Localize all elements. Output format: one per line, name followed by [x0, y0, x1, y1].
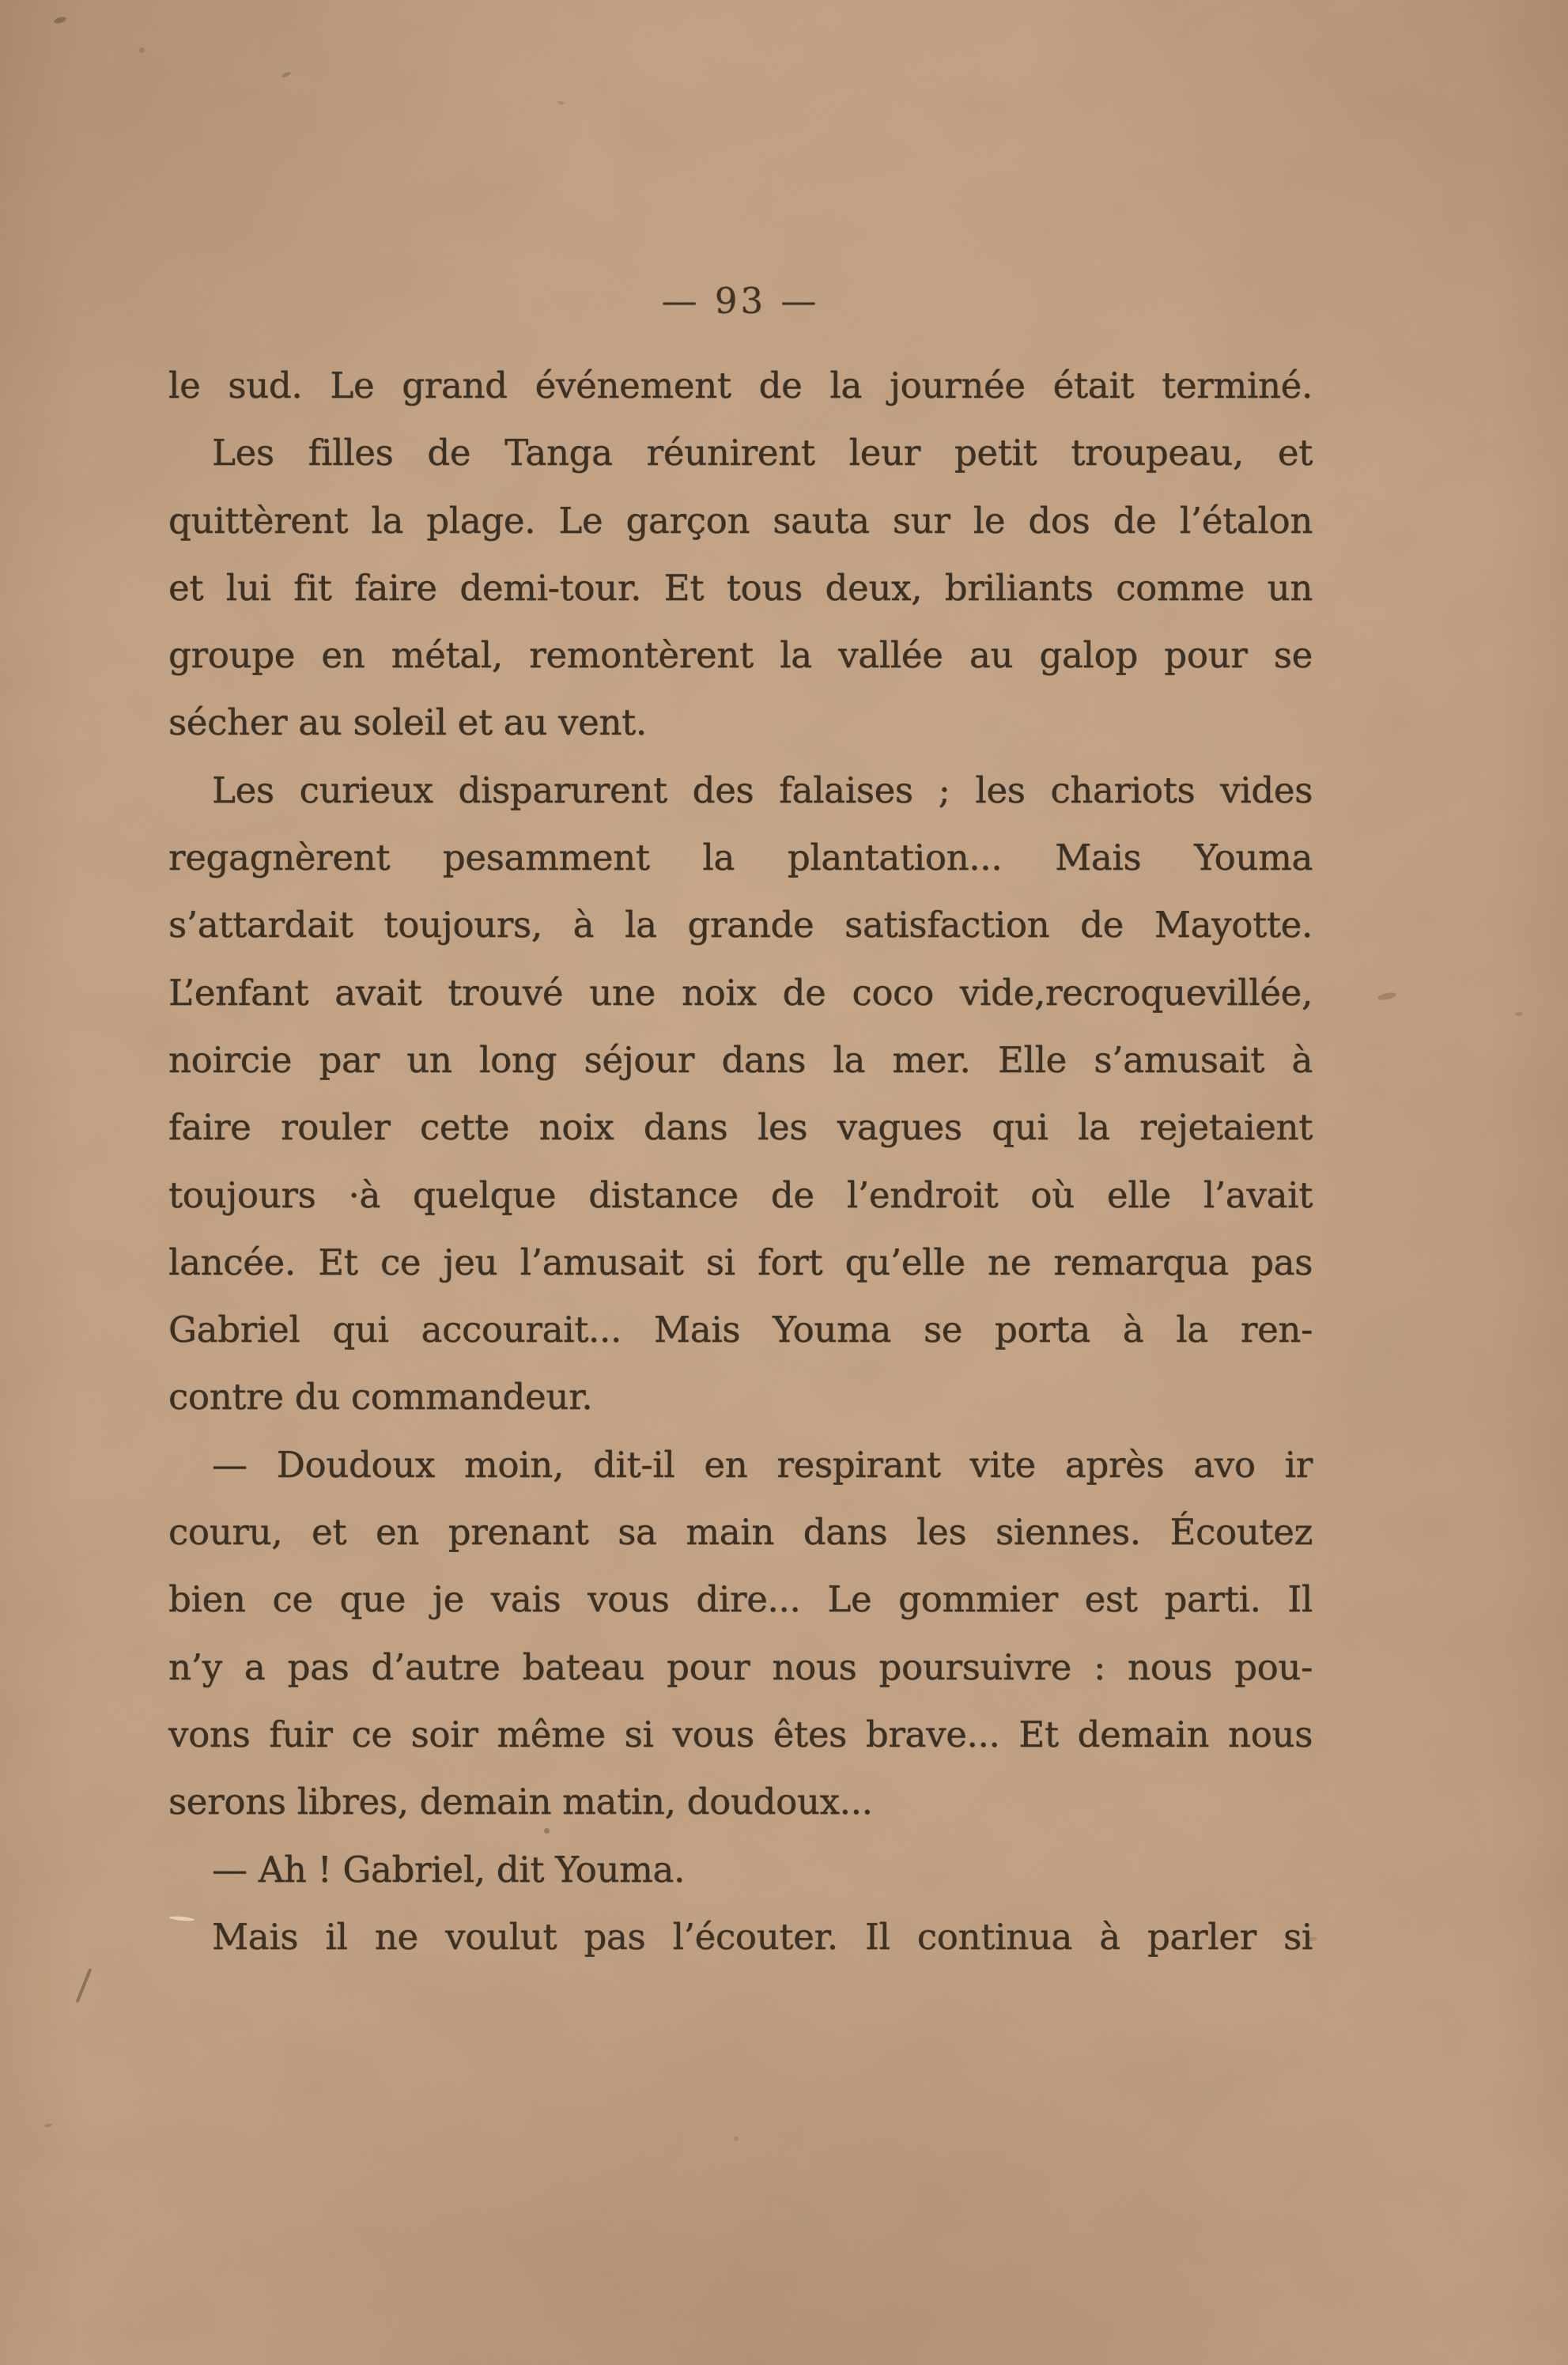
- text-line: regagnèrent pesamment la plantation... Mais Youma: [168, 837, 1313, 879]
- text-line: contre du commandeur.: [168, 1376, 593, 1419]
- text-line: — Ah ! Gabriel, dit Youma.: [212, 1848, 686, 1891]
- text-line: lancée. Et ce jeu l’amusait si fort qu’elle ne remarqua pas: [168, 1241, 1313, 1283]
- paper-speck: [44, 2123, 53, 2128]
- text-line: sécher au soleil et au vent.: [168, 701, 647, 744]
- text-line: couru, et en prenant sa main dans les siennes. Écoutez: [168, 1511, 1313, 1554]
- text-line: — Doudoux moin, dit-il en respirant vite après avo ir: [212, 1443, 1313, 1486]
- text-line: serons libres, demain matin, doudoux...: [168, 1781, 873, 1823]
- paper-speck: [53, 16, 66, 25]
- text-line: groupe en métal, remontèrent la vallée au galop pour se: [168, 634, 1313, 677]
- text-line: noircie par un long séjour dans la mer. Elle s’amusait à: [168, 1038, 1313, 1081]
- paper-speck: [281, 71, 292, 79]
- text-line: Mais il ne voulut pas l’écouter. Il continua à parler si: [212, 1915, 1313, 1958]
- text-line: le sud. Le grand événement de la journée était terminé.: [168, 365, 1313, 406]
- text-line: vons fuir ce soir même si vous êtes brave... Et demain nous: [168, 1713, 1313, 1755]
- text-line: Les filles de Tanga réunirent leur petit troupeau, et: [212, 432, 1313, 474]
- text-line: bien ce que je vais vous dire... Le gommier est parti. Il: [168, 1578, 1313, 1621]
- text-line: s’attardait toujours, à la grande satisfaction de Mayotte.: [168, 904, 1313, 946]
- paper-speck: [1515, 1012, 1523, 1016]
- paper-fiber: [76, 1968, 93, 2003]
- paper-speck: [139, 47, 145, 53]
- text-line: L’enfant avait trouvé une noix de coco vide,recroquevillée,: [168, 971, 1313, 1014]
- text-block: [168, 352, 1313, 1970]
- text-line: Gabriel qui accourait... Mais Youma se porta à la ren-: [168, 1309, 1313, 1351]
- text-line: quittèrent la plage. Le garçon sauta sur le dos de l’étalon: [168, 499, 1313, 542]
- text-line: toujours ·à quelque distance de l’endroit où elle l’avait: [168, 1173, 1313, 1216]
- text-line: faire rouler cette noix dans les vagues qui la rejetaient: [168, 1106, 1313, 1149]
- text-line: et lui fit faire demi-tour. Et tous deux, briliants comme un: [168, 566, 1313, 609]
- text-line: n’y a pas d’autre bateau pour nous poursuivre : nous pou-: [168, 1645, 1313, 1688]
- paper-speck: [1377, 992, 1396, 1002]
- text-line: Les curieux disparurent des falaises ; les chariots vides: [212, 769, 1313, 811]
- page-number: — 93 —: [661, 280, 820, 322]
- paper-speck: [734, 2136, 739, 2141]
- paper-speck: [557, 100, 565, 105]
